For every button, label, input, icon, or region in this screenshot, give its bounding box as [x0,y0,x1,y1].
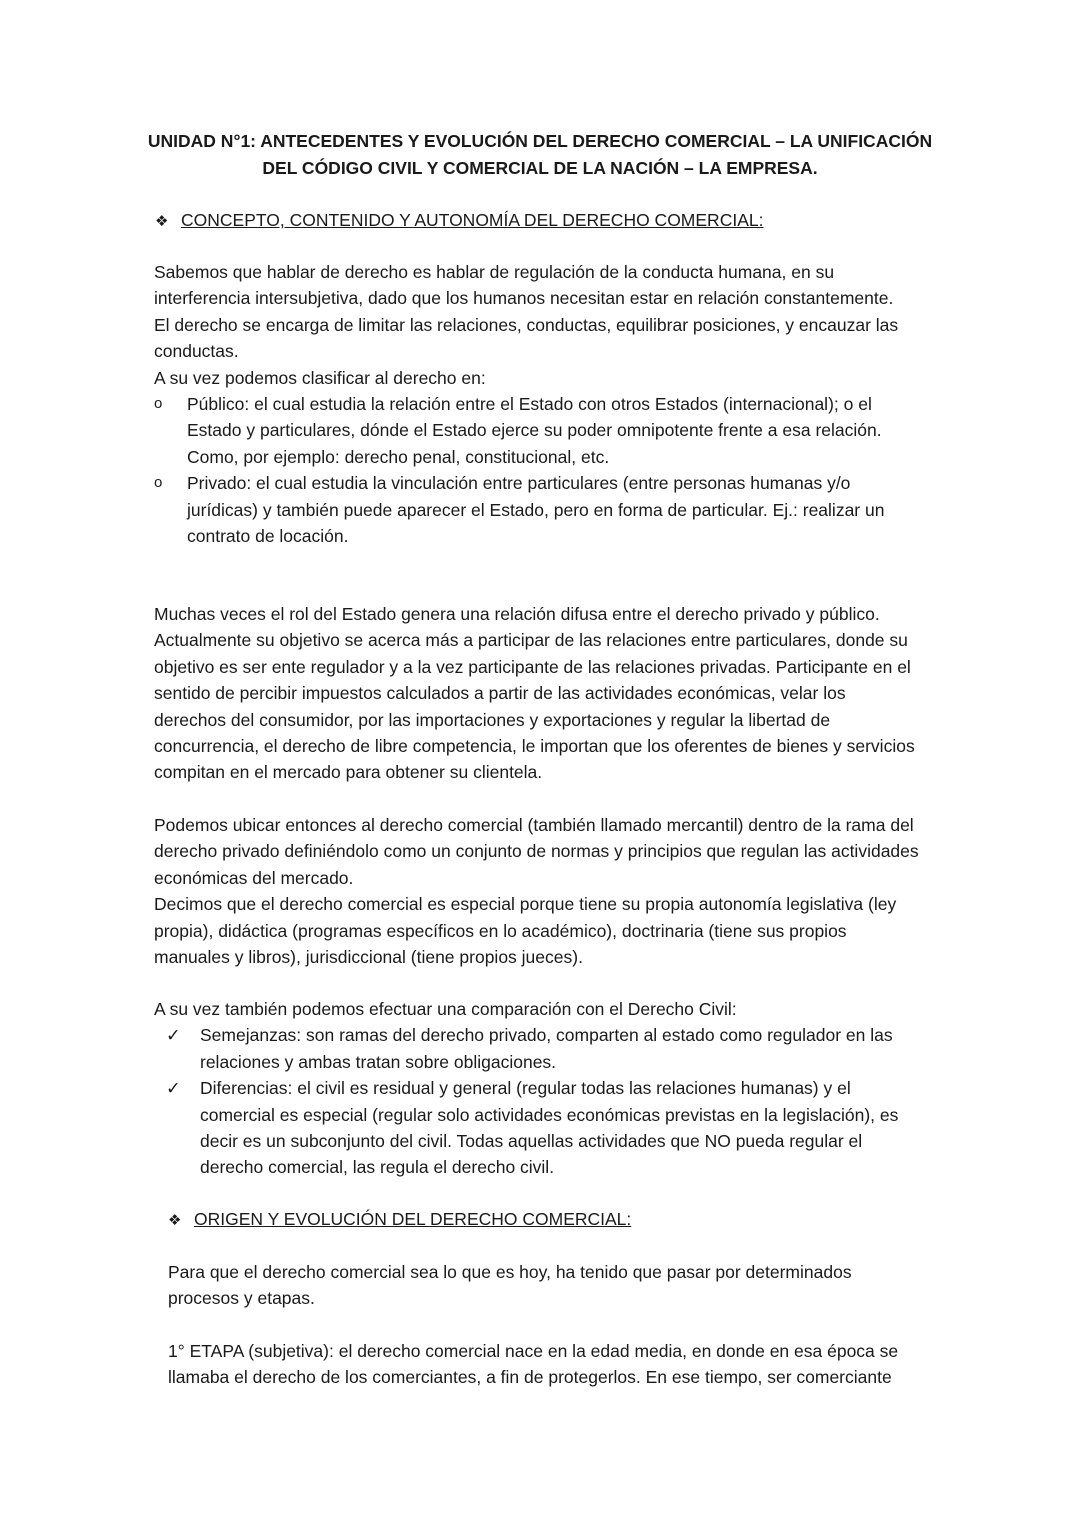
list-item [154,1075,922,1181]
concepto-intro-block [154,259,922,549]
section-heading-concepto [155,207,763,236]
list-item-text: Público: el cual estudia la relación entre el Estado con otros Estados (internacional); o el Estado y particulares, dónde el Estado ejerce su poder omnipotente frente a esa relación. Como, por ejemplo: derecho penal, constitucional, etc. [187,394,882,467]
document-title [120,128,960,181]
section-heading-text: CONCEPTO, CONTENIDO Y AUTONOMÍA DEL DERECHO COMERCIAL: [181,210,764,230]
paragraph: A su vez también podemos efectuar una comparación con el Derecho Civil: [154,999,737,1019]
circle-bullet-icon: o [154,474,163,492]
list-item-text: Diferencias: el civil es residual y general (regular todas las relaciones humanas) y el comercial es especial (regular solo actividades económicas previstas en la legislación), es decir es un subconjunto del civil. Todas aquellas actividades que NO pueda regular el derecho comercial, las regula el derecho civil. [200,1078,899,1178]
paragraph: Para que el derecho comercial sea lo que es hoy, ha tenido que pasar por determinados procesos y etapas. [168,1262,852,1309]
list-item [154,1022,922,1075]
title-line-2: DEL CÓDIGO CIVIL Y COMERCIAL DE LA NACIÓN – LA EMPRESA. [262,157,818,178]
list-item [154,470,922,549]
checkmark-icon: ✓ [166,1078,181,1099]
checkmark-icon: ✓ [166,1025,181,1046]
paragraph: Decimos que el derecho comercial es especial porque tiene su propia autonomía legislativa (ley propia), didáctica (programas específicos en lo académico), doctrinaria (tiene sus propios manuales y libros), jurisdiccional (tiene propios jueces). [154,894,897,968]
diamond-bullet-icon: ❖ [155,213,169,230]
list-item [154,391,922,470]
paragraph: Podemos ubicar entonces al derecho comercial (también llamado mercantil) dentro de la rama del derecho privado definiéndolo como un conjunto de normas y principios que regulan las actividades económicas del mercado. [154,815,919,888]
section-heading-text: ORIGEN Y EVOLUCIÓN DEL DERECHO COMERCIAL: [194,1209,632,1229]
list-item-text: Semejanzas: son ramas del derecho privado, comparten al estado como regulador en las relaciones y ambas tratan sobre obligaciones. [200,1025,893,1072]
concepto-paragraph-2 [154,601,922,786]
concepto-paragraph-3 [154,812,922,970]
paragraph: A su vez podemos clasificar al derecho en: [154,367,486,388]
circle-bullet-icon: o [154,395,163,413]
paragraph: El derecho se encarga de limitar las relaciones, conductas, equilibrar posiciones, y encauzar las conductas. [154,314,899,362]
comparison-block [154,996,922,1181]
section-heading-origen [168,1206,631,1235]
origen-intro [168,1259,920,1312]
diamond-bullet-icon: ❖ [168,1212,182,1229]
paragraph: 1° ETAPA (subjetiva): el derecho comercial nace en la edad media, en donde en esa época se llamaba el derecho de los comerciantes, a fin de protegerlos. En ese tiempo, ser comerciante [168,1341,899,1388]
list-item-text: Privado: el cual estudia la vinculación entre particulares (entre personas humanas y/o jurídicas) y también puede aparecer el Estado, pero en forma de particular. Ej.: realizar un contrato de locación. [187,473,885,547]
title-line-1: UNIDAD N°1: ANTECEDENTES Y EVOLUCIÓN DEL DERECHO COMERCIAL – LA UNIFICACIÓN [147,131,933,151]
paragraph: Sabemos que hablar de derecho es hablar de regulación de la conducta humana, en su interferencia intersubjetiva, dado que los humanos necesitan estar en relación constantemente. [154,262,894,309]
origen-etapa-1 [168,1338,926,1391]
paragraph: Muchas veces el rol del Estado genera una relación difusa entre el derecho privado y público. Actualmente su objetivo se acerca más a participar de las relaciones entre particulares, donde su objetivo es ser ente regulador y a la vez participante de las relaciones privadas. Participante en el sentido de percibir impuestos calculados a partir de las actividades económicas, velar los derechos del consumidor, por las importaciones y exportaciones y regular la libertad de concurrencia, el derecho de libre competencia, le importan que los oferentes de bienes y servicios compitan en el mercado para obtener su clientela. [154,604,915,783]
